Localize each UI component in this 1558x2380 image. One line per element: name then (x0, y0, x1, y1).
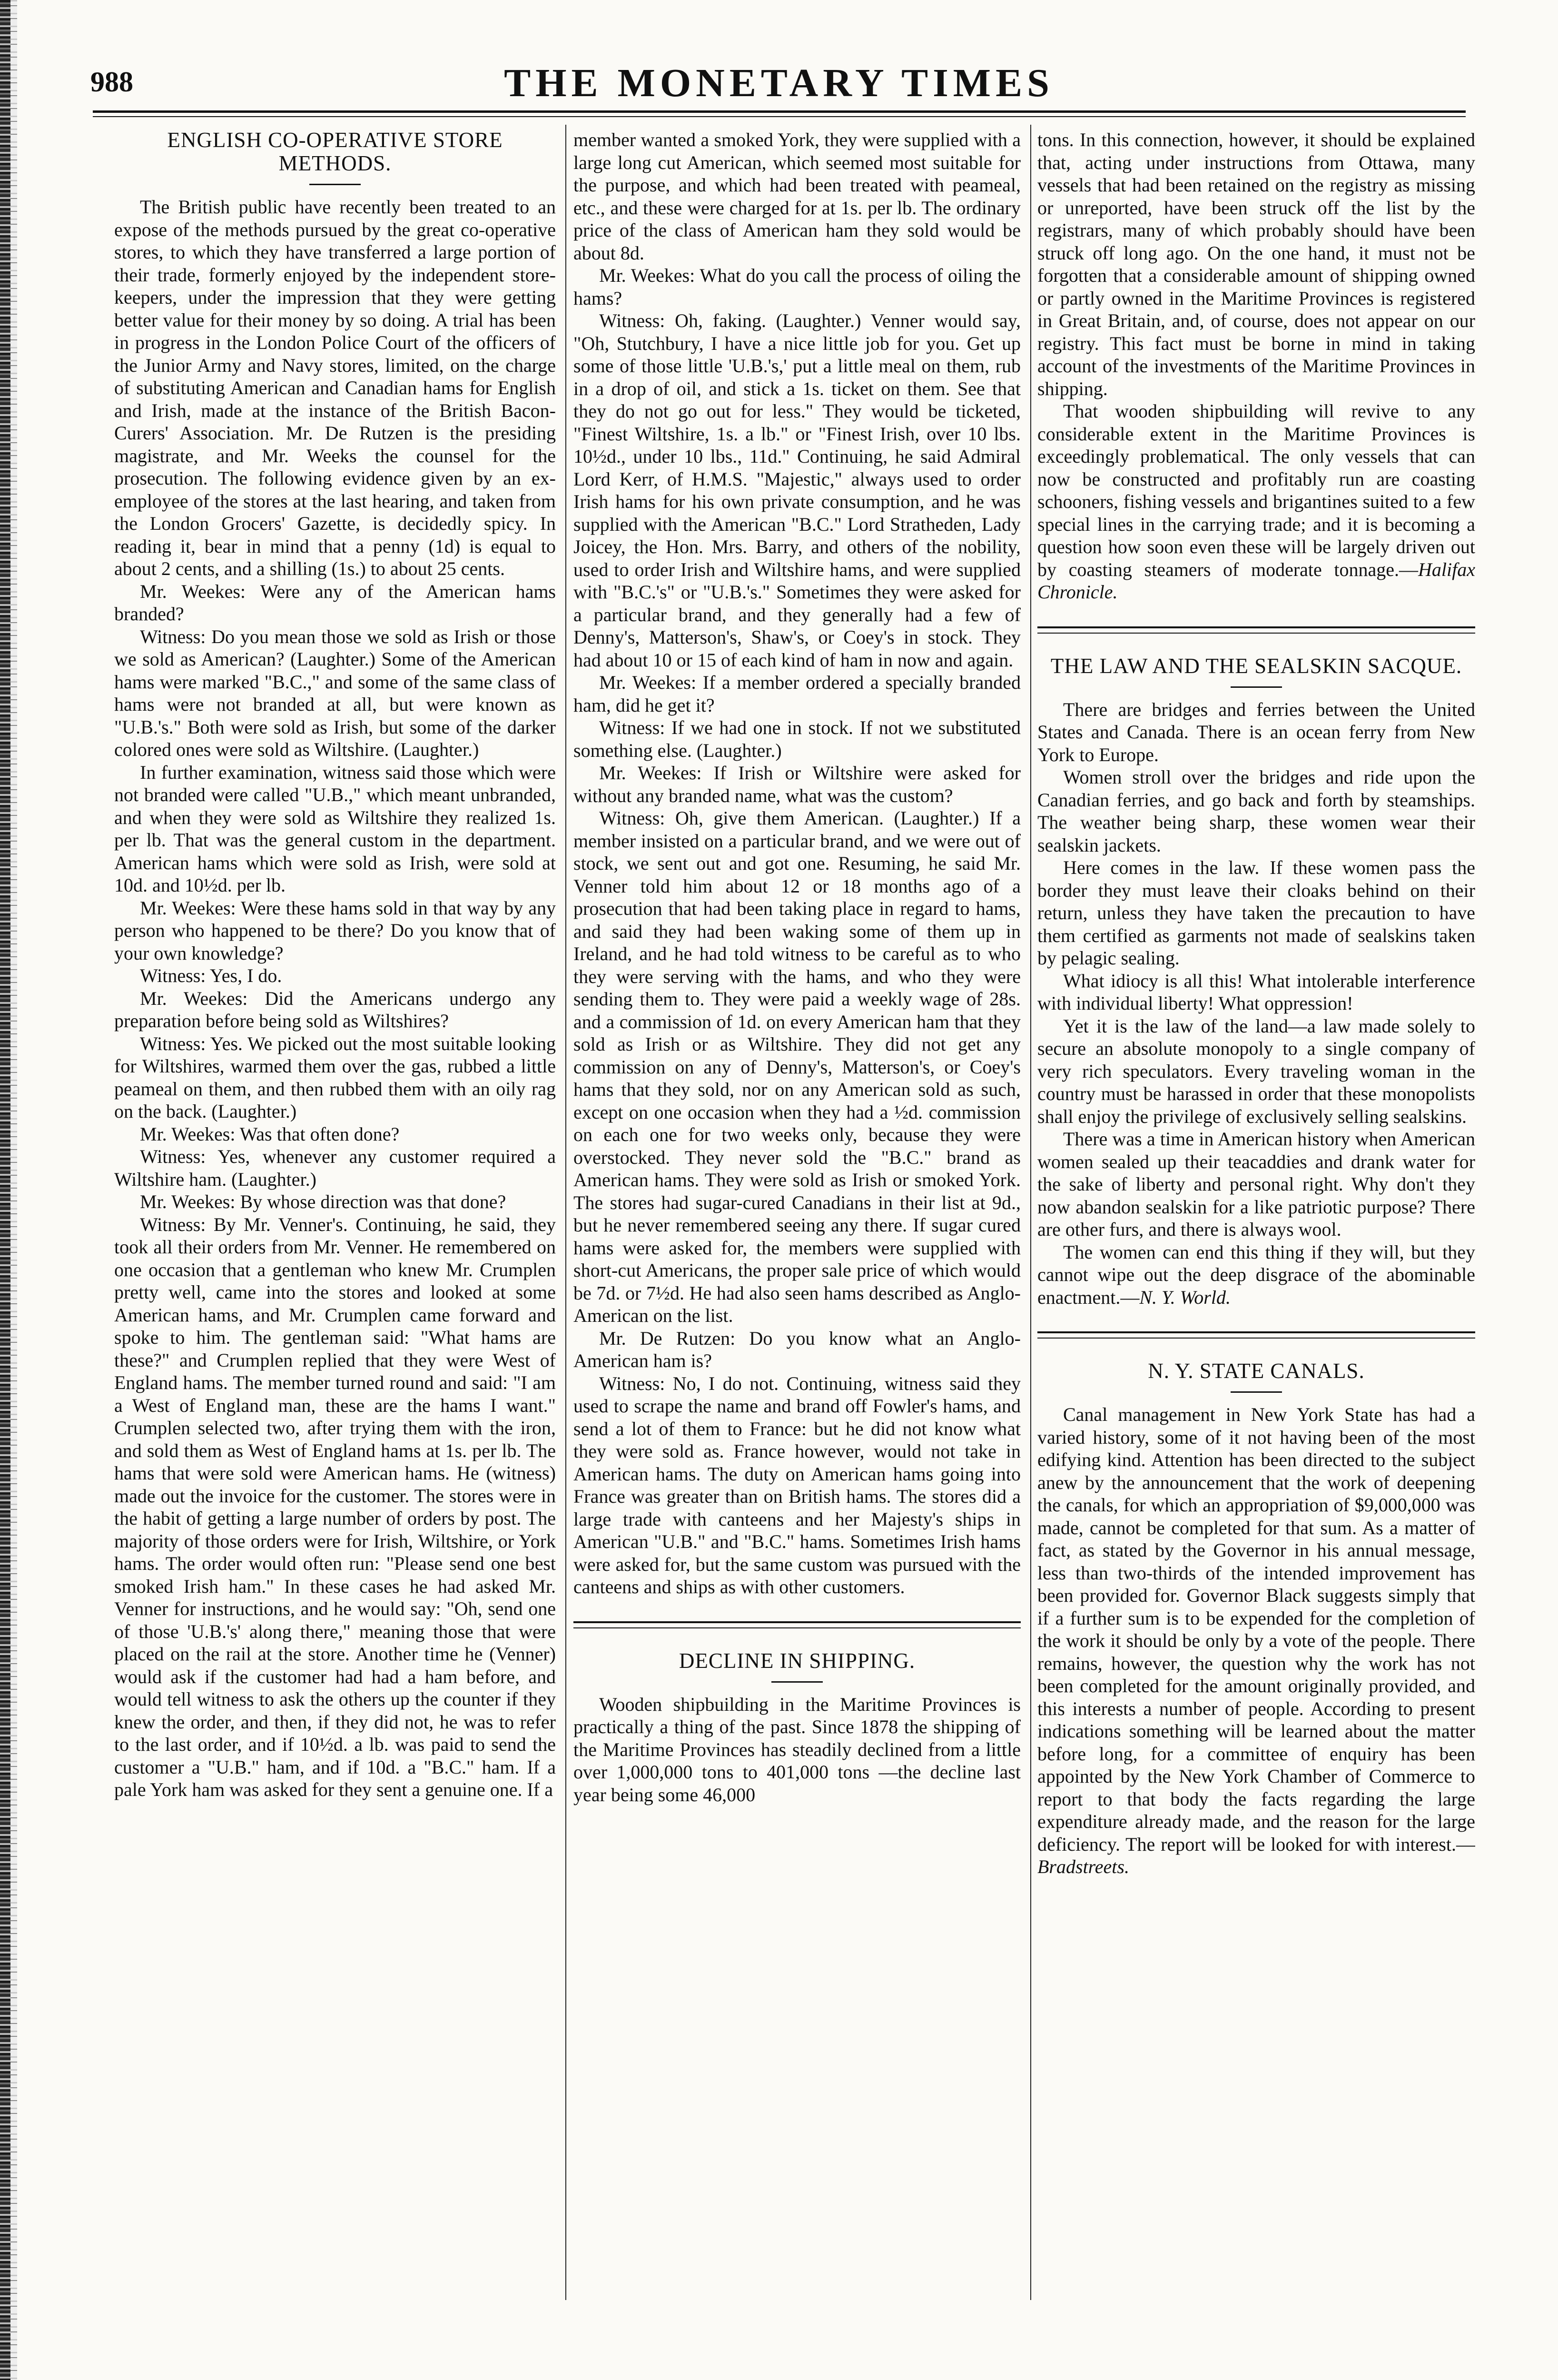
paragraph: Witness: By Mr. Venner's. Continuing, he said, they took all their orders from Mr. Venner. He remembered on one occasion that a gentleman who knew Mr. Crumplen pretty well, came into the stores and looked at some American hams, and Mr. Crumplen came forward and spoke to him. The gentleman said: "What hams are these?" and Crumplen replied that they were West of England hams. The member turned round and said: "I am a West of England man, these are the hams I want." Crumplen selected two, after trying them with the iron, and sold them as West of England hams at 1s. per lb. The hams that were sold were American hams. He (witness) made out the invoice for the customer. The stores were in the habit of getting a large number of orders by post. The majority of those orders were for Irish, Wiltshire, or York hams. The order would often run: "Please send one best smoked Irish ham." In these cases he had asked Mr. Venner for instructions, and he would say: "Oh, send one of those 'U.B.'s' along there," meaning those that were placed on the rail at the store. Another time he (Venner) would ask if the customer had had a ham before, and would tell witness to ask the others up the counter if they knew the order, and then, if they did not, he was to refer to the last order, and if 10½d. a lb. was paid to send the customer a "U.B." ham, and if 10d. a "B.C." ham. If a pale York ham was asked for they sent a genuine one. If a (114, 1213, 556, 1800)
paragraph: Witness: Oh, give them American. (Laughter.) If a member insisted on a particular brand, and we were out of stock, we sent out and got one. Resuming, he said Mr. Venner told him about 12 or 18 months ago of a prosecution that had been taking place in regard to hams, and said they had been waking some of them up in Ireland, and he had told witness to be careful as to who they were serving with the hams, and who they were sending them to. They were paid a weekly wage of 28s. and a commission of 1d. on every American ham that they sold as Irish or as Wiltshire. They did not get any commission on any of Denny's, Matterson's, or Coey's hams that they sold, nor on any American sold as such, except on one occasion when they had a ½d. commission on each one for two weeks only, because they were overstocked. They never sold the "B.C." brand as American hams. They were sold as Irish or smoked York. The stores had sugar-cured Canadians in their list at 9d., but he never remembered seeing any there. If sugar cured hams were asked for, the members were supplied with short-cut Americans, the proper sale price of which would be 7d. or 7½d. He had also seen hams described as Anglo-American on the list. (573, 807, 1021, 1326)
article-title: N. Y. STATE CANALS. (1148, 1359, 1365, 1383)
paragraph: Mr. Weekes: If a member ordered a specially branded ham, did he get it? (573, 672, 1021, 716)
column-1 (114, 129, 556, 2299)
paragraph: Witness: Oh, faking. (Laughter.) Venner would say, "Oh, Stutchbury, I have a nice little job for you. Get up some of those little 'U.B.'s,' put a little meal on them, rub in a drop of oil, and stick a 1s. ticket on them. See that they do not go out for less." They would be ticketed, "Finest Wiltshire, 1s. a lb." or "Finest Irish, over 10 lbs. 10½d., under 10 lbs., 11d." Continuing, he said Admiral Lord Kerr, of H.M.S. "Majestic," always used to order Irish hams for his own private consumption, and he was supplied with the American "B.C." Lord Stratheden, Lady Joicey, the Hon. Mrs. Barry, and others of the nobility, used to order Irish and Wiltshire hams, and were supplied with "B.C.'s" or "U.B.'s." Sometimes they were asked for a particular brand, and they generally had a few of Denny's, Matterson's, Shaw's, or Coey's in stock. They had about 10 or 15 of each kind of ham in now and again. (573, 310, 1021, 671)
paragraph: Witness: Yes, whenever any customer required a Wiltshire ham. (Laughter.) (114, 1146, 556, 1190)
masthead-rule-thick (93, 110, 1466, 113)
article-title: DECLINE IN SHIPPING. (679, 1648, 916, 1673)
paragraph: Mr. Weekes: By whose direction was that done? (140, 1191, 506, 1212)
paragraph (1037, 1241, 1475, 1309)
paragraph: member wanted a smoked York, they were supplied with a large long cut American, which seemed most suitable for the purpose, and which had been treated with peameal, etc., and these were charged for at 1s. per lb. The ordinary price of the class of American ham they sold would be about 8d. (573, 129, 1021, 264)
paragraph: There was a time in American history when American women sealed up their teacaddies and drank water for the sake of liberty and personal right. Why don't they now abandon sealskin for a like patriotic purpose? There are other furs, and there is always wool. (1037, 1128, 1475, 1240)
column-2 (573, 129, 1021, 2299)
paragraph: Mr. Weekes: What do you call the process of oiling the hams? (573, 265, 1021, 309)
masthead-rule-thin (93, 116, 1466, 117)
paragraph: Witness: If we had one in stock. If not we substituted something else. (Laughter.) (573, 717, 1021, 761)
paragraph: Witness: Do you mean those we sold as Irish or those we sold as American? (Laughter.) Some of the American hams were marked "B.C.," and some of the same class of hams were not branded at all, but were known as "U.B.'s." Both were sold as Irish, but some of the darker colored ones were sold as Wiltshire. (Laughter.) (114, 625, 556, 760)
paragraph: There are bridges and ferries between the United States and Canada. There is an ocean ferry from New York to Europe. (1037, 698, 1475, 765)
page-binding-shadow (10, 0, 17, 2380)
column-divider (565, 125, 566, 2300)
source-credit: N. Y. World. (1139, 1286, 1231, 1308)
source-credit: Halifax Chronicle. (1037, 558, 1475, 603)
paragraph: Here comes in the law. If these women pass the border they must leave their cloaks behind on their return, unless they have taken the precaution to have them certified as garments not made of sealskins taken by pelagic sealing. (1037, 857, 1475, 969)
article-separator (573, 1621, 1021, 1628)
article-body-continued (573, 129, 1021, 1598)
title-underline (771, 1681, 823, 1683)
paragraph: The British public have recently been treated to an expose of the methods pursued by the great co-operative stores, to which they have transferred a large portion of their trade, formerly enjoyed by the independent store-keepers, under the impression that they were getting better value for their money by so doing. A trial has been in progress in the London Police Court of the officers of the Junior Army and Navy stores, limited, on the charge of substituting American and Canadian hams for English and Irish, made at the instance of the British Bacon-Curers' Association. Mr. De Rutzen is the presiding magistrate, and Mr. Weeks the counsel for the prosecution. The following evidence given by an ex-employee of the stores at the last hearing, and taken from the London Grocers' Gazette, is decidedly spicy. In reading it, bear in mind that a penny (1d) is equal to about 2 cents, and a shilling (1s.) to about 25 cents. (114, 196, 556, 579)
article-title: ENGLISH CO-OPERATIVE STORE METHODS. (167, 129, 503, 175)
masthead: THE MONETARY TIMES (504, 61, 1054, 105)
article-separator (1037, 626, 1475, 634)
paragraph: In further examination, witness said those which were not branded were called "U.B.," which meant unbranded, and when they were sold as Wiltshire they realized 1s. per lb. That was the general custom in the department. American hams which were sold as Irish, were sold at 10d. and 10½d. per lb. (114, 761, 556, 896)
page-number: 988 (90, 66, 133, 98)
paragraph: Women stroll over the bridges and ride upon the Canadian ferries, and go back and forth by steamships. The weather being sharp, these women wear their sealskin jackets. (1037, 766, 1475, 856)
title-underline (309, 184, 361, 185)
article-title: THE LAW AND THE SEALSKIN SACQUE. (1050, 654, 1462, 678)
title-underline (1231, 686, 1282, 688)
paragraph: Witness: Yes, I do. (140, 965, 282, 986)
source-credit: Bradstreets. (1037, 1856, 1129, 1877)
paragraph: Witness: No, I do not. Continuing, witness said they used to scrape the name and brand off Fowler's hams, and send a lot of them to France: but he did not know what they were sold as. France however, would not take in American hams. The duty on American hams going into France was greater than on British hams. The stores did a large trade with canteens and her Majesty's ships in American "U.B." and "B.C." hams. Sometimes Irish hams were asked for, but the same custom was pursued with the canteens and ships as with other customers. (573, 1372, 1021, 1597)
article-separator (1037, 1331, 1475, 1339)
paragraph-text: The women can end this thing if they will, but they cannot wipe out the deep disgrace of the abominable enactment.— (1037, 1241, 1475, 1308)
column-divider (1030, 125, 1031, 2300)
paragraph: Witness: Yes. We picked out the most suitable looking for Wiltshires, warmed them over the gas, rubbed a little peameal on them, and then rubbed them with an oily rag on the back. (Laughter.) (114, 1032, 556, 1122)
paragraph: Mr. Weekes: Did the Americans undergo any preparation before being sold as Wiltshires? (114, 987, 556, 1031)
paragraph: Mr. Weekes: Were these hams sold in that way by any person who happened to be there? Do you know that of your own knowledge? (114, 897, 556, 964)
paragraph: What idiocy is all this! What intolerable interference with individual liberty! What oppression! (1037, 970, 1475, 1014)
paragraph: Mr. Weekes: If Irish or Wiltshire were asked for without any branded name, what was the custom? (573, 762, 1021, 806)
article-body (114, 196, 556, 1801)
paragraph: Wooden shipbuilding in the Maritime Provinces is practically a thing of the past. Since 1878 the shipping of the Maritime Provinces has steadily declined from a little over 1,000,000 tons to 401,000 tons —the decline last year being some 46,000 (573, 1693, 1021, 1805)
title-underline (1231, 1391, 1282, 1393)
paragraph-text: Canal management in New York State has had a varied history, some of it not having been of the most edifying kind. Attention has been directed to the subject anew by the announcement that the work of deepening the canals, for which an appropriation of $9,000,000 was made, cannot be completed for that sum. As a matter of fact, as stated by the Governor in his annual message, less than two-thirds of the intended improvement has been provided for. Governor Black suggests simply that if a further sum is to be expended for the completion of the work it should be only by a vote of the people. There remains, however, the question why the work has not been completed for the amount originally provided, and this interests a number of people. According to present indications something will be learned about the matter before long, for a committee of enquiry has been appointed by the New York Chamber of Commerce to report to that body the facts regarding the large expenditure already made, and the reason for the large deficiency. The report will be looked for with interest.— (1037, 1404, 1475, 1855)
paragraph-text: That wooden shipbuilding will revive to any considerable extent in the Maritime Provinces is exceedingly problematical. The only vessels that can now be constructed and profitably run are coasting schooners, fishing vessels and brigantines suited to a few special lines in the carrying trade; and it is becoming a question how soon even these will be largely driven out by coasting steamers of moderate tonnage.— (1037, 400, 1475, 580)
paragraph: Mr. De Rutzen: Do you know what an Anglo-American ham is? (573, 1327, 1021, 1371)
paragraph: tons. In this connection, however, it should be explained that, acting under instructions from Ottawa, many vessels that had been retained on the registry as missing or unreported, have been struck off the list by the registrars, many of which probably should have been struck off long ago. On the one hand, it must not be forgotten that a considerable amount of shipping owned or partly owned in the Maritime Provinces is registered in Great Britain, and, of course, does not appear on our registry. This fact must be borne in mind in taking account of the investments of the Maritime Provinces in shipping. (1037, 129, 1475, 399)
paragraph (1037, 400, 1475, 604)
paragraph: Yet it is the law of the land—a law made solely to secure an absolute monopoly to a single company of very rich speculators. Every traveling woman in the country must be harassed in order that these monopolists shall enjoy the privilege of exclusively selling sealskins. (1037, 1015, 1475, 1127)
paragraph: Mr. Weekes: Were any of the American hams branded? (114, 580, 556, 625)
paragraph: Mr. Weekes: Was that often done? (140, 1123, 400, 1145)
page-binding-edge (0, 0, 10, 2380)
column-3 (1037, 129, 1475, 2299)
paragraph (1037, 1403, 1475, 1878)
